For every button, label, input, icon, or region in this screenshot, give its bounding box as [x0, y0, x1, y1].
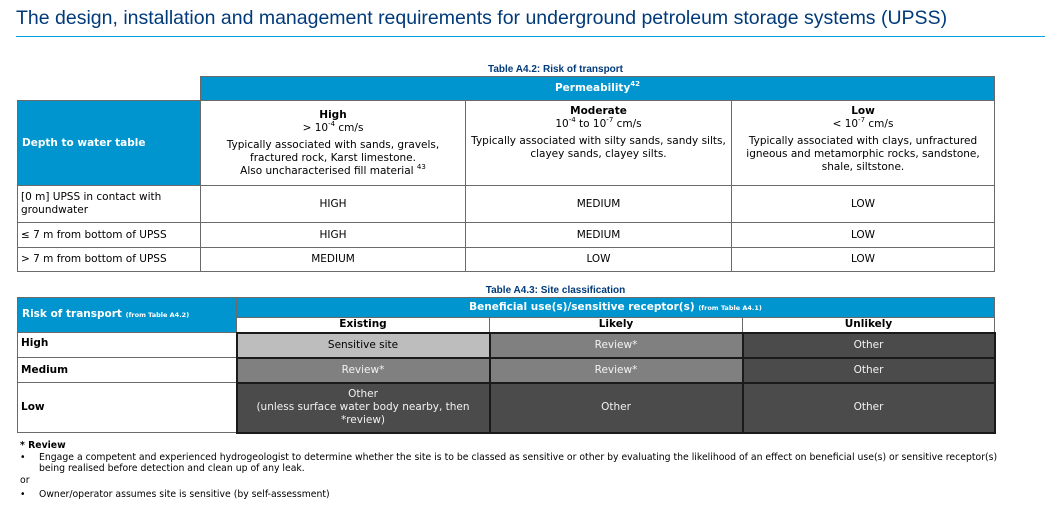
risk-cell: LOW: [466, 248, 732, 272]
depth-to-water-header: Depth to water table: [18, 101, 201, 186]
classification-cell: Review*: [237, 358, 490, 383]
row-label: Medium: [18, 358, 237, 383]
classification-cell: Other (unless surface water body nearby, then *review): [237, 383, 490, 433]
note-or: or: [20, 474, 30, 486]
risk-cell: LOW: [732, 223, 995, 248]
permeability-description: Typically associated with clays, unfractured igneous and metamorphic rocks, sandstone, shale, siltstone.: [746, 135, 980, 173]
permeability-extra-note: Also uncharacterised fill material $^{43}$: [240, 162, 426, 177]
classification-cell: Other: [490, 383, 743, 433]
permeability-range: > $10^{-4}$ cm/s: [302, 119, 364, 134]
table-row: [18, 333, 995, 358]
row-label: [0 m] UPSS in contact with groundwater: [18, 186, 201, 223]
risk-cell: LOW: [732, 186, 995, 223]
classification-cell: Other: [743, 333, 995, 358]
bullet-glyph: •: [20, 451, 26, 463]
classification-cell: Other: [743, 383, 995, 433]
col-header-existing: Existing: [237, 318, 490, 333]
beneficial-use-header: Beneficial use(s)/sensitive receptor(s) (from Table A4.1): [237, 298, 995, 318]
permeability-name: Moderate: [570, 105, 627, 117]
row-label: > 7 m from bottom of UPSS: [18, 248, 201, 272]
note-text: Owner/operator assumes site is sensitive (by self-assessment): [39, 489, 330, 500]
classification-cell: Other: [743, 358, 995, 383]
blank-corner: [18, 77, 201, 101]
col-header-high: [201, 101, 466, 186]
table-row: [18, 186, 995, 223]
row-label: ≤ 7 m from bottom of UPSS: [18, 223, 201, 248]
title-divider: [16, 36, 1045, 37]
row-label: Low: [18, 383, 237, 433]
table-row: [18, 358, 995, 383]
review-notes: [20, 440, 1020, 501]
col-header-likely: Likely: [490, 318, 743, 333]
note-bullet: [20, 489, 1020, 501]
permeability-range: < $10^{-7}$ cm/s: [832, 116, 894, 130]
risk-cell: HIGH: [201, 223, 466, 248]
risk-cell: LOW: [732, 248, 995, 272]
footnote-ref: 42: [630, 80, 641, 88]
risk-of-transport-table: [17, 76, 995, 272]
risk-cell: HIGH: [201, 186, 466, 223]
review-note-title: * Review: [20, 440, 66, 451]
classification-cell: Review*: [490, 358, 743, 383]
row-label: High: [18, 333, 237, 358]
permeability-header: Permeability$^{42}$: [201, 77, 995, 101]
classification-cell: Sensitive site: [237, 333, 490, 358]
permeability-description: Typically associated with silty sands, sandy silts, clayey sands, clayey silts.: [471, 135, 726, 160]
permeability-name: Low: [851, 105, 875, 117]
risk-cell: MEDIUM: [466, 186, 732, 223]
col-header-low: [732, 101, 995, 186]
risk-cell: MEDIUM: [466, 223, 732, 248]
col-header-unlikely: Unlikely: [743, 318, 995, 333]
permeability-description: Typically associated with sands, gravels, fractured rock, Karst limestone.: [226, 138, 440, 164]
table-a43-caption: Table A4.3: Site classification: [485, 285, 626, 296]
table-row: [18, 223, 995, 248]
note-bullet: [20, 452, 1020, 475]
col-header-moderate: [466, 101, 732, 186]
table-row: [18, 248, 995, 272]
site-classification-table: [17, 297, 996, 434]
note-text: Engage a competent and experienced hydrogeologist to determine whether the site is to be classed as sensitive or other by evaluating the likelihood of an effect on beneficial use(s) or sensitive receptor(s) being realised before detection and clean up of any leak.: [39, 451, 998, 474]
table-row: [18, 383, 995, 433]
risk-cell: MEDIUM: [201, 248, 466, 272]
risk-of-transport-header: Risk of transport (from Table A4.2): [18, 298, 237, 333]
page-title: The design, installation and management requirements for underground petroleum storage systems (UPSS): [16, 7, 948, 29]
permeability-name: High: [319, 108, 347, 121]
classification-cell: Review*: [490, 333, 743, 358]
permeability-range: $10^{-4}$ to $10^{-7}$ cm/s: [555, 116, 642, 130]
bullet-glyph: •: [20, 489, 26, 500]
table-a42-caption: Table A4.2: Risk of transport: [487, 64, 624, 75]
